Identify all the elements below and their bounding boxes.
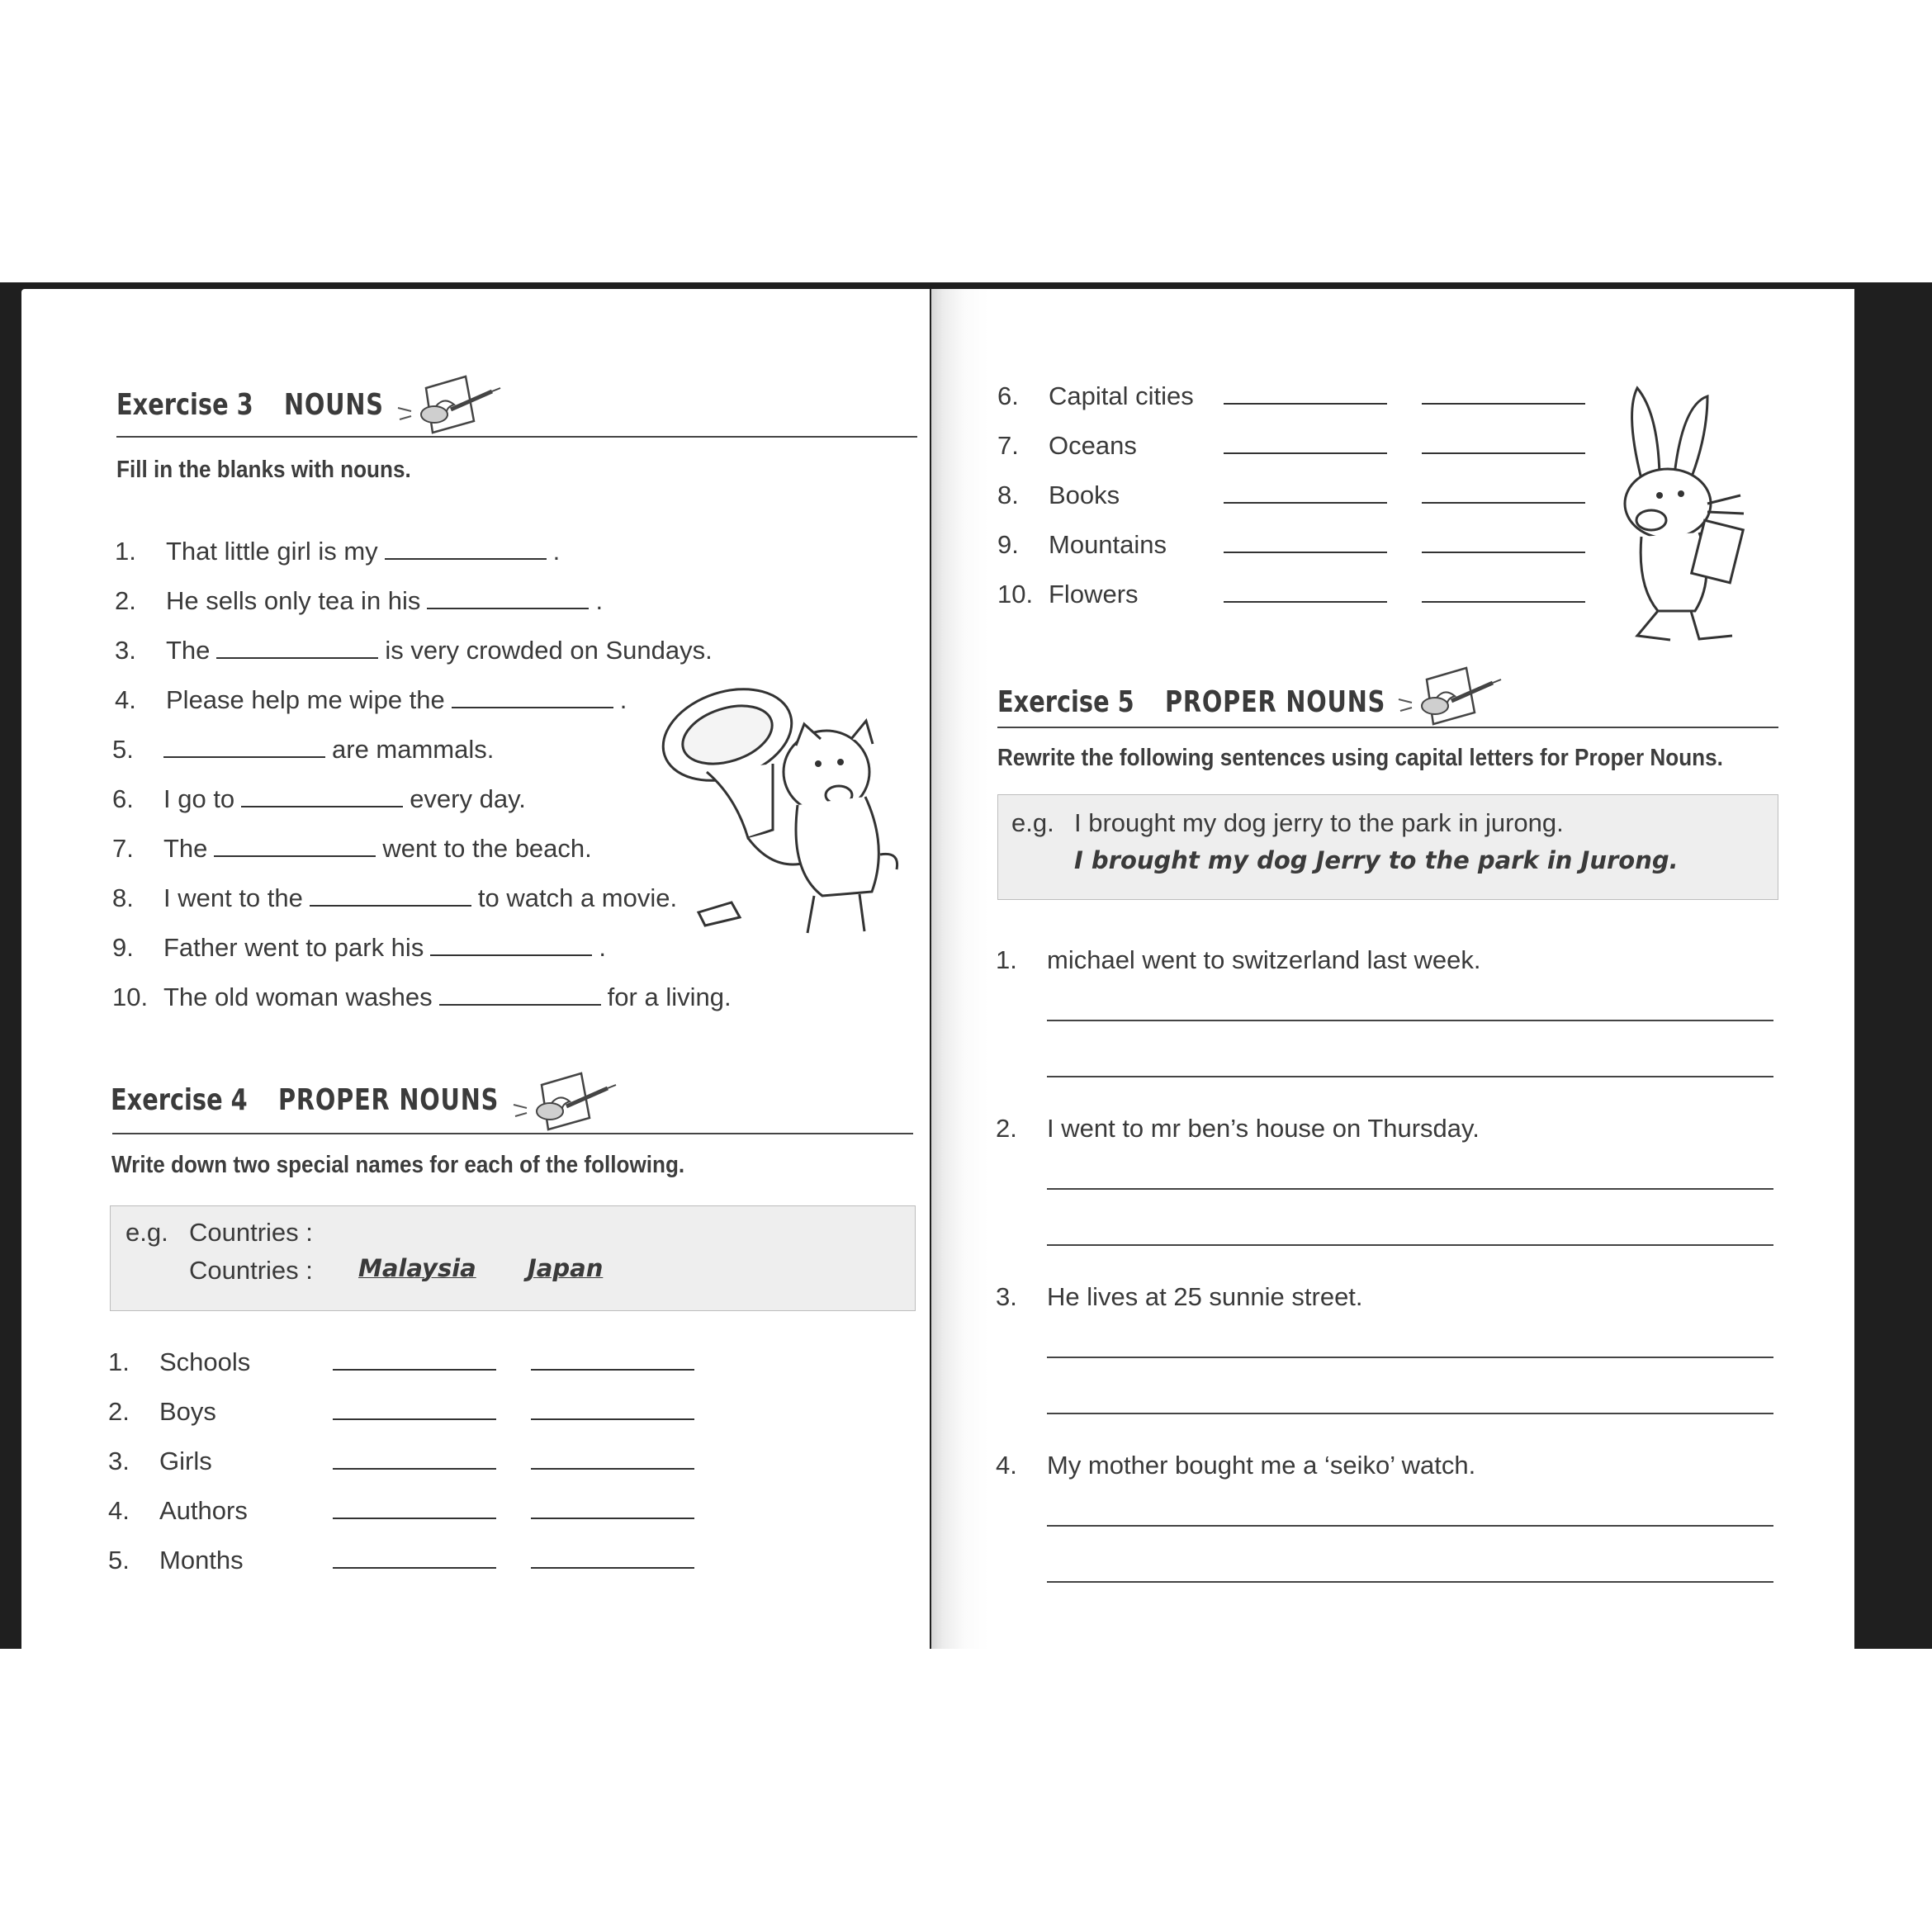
list-item [112,784,526,814]
item-number: 6. [112,784,134,813]
item-text: The [166,636,211,665]
item-number: 4. [108,1496,130,1525]
item-number: 3. [115,636,136,665]
item-number: 1. [108,1347,130,1376]
item-text: . [599,933,606,962]
answer-blank[interactable] [1224,502,1387,504]
item-number: 9. [112,933,134,962]
item-text: He sells only tea in his [166,586,421,615]
answer-blank[interactable] [1422,552,1585,553]
list-item [112,933,606,963]
list-item [997,481,1620,510]
item-number: 5. [112,735,134,764]
item-number: 7. [997,431,1019,460]
item-number: 1. [996,945,1017,974]
exercise-4-rule [112,1133,913,1134]
answer-blank[interactable] [1224,452,1387,454]
answer-blank[interactable] [531,1518,694,1519]
answer-blank[interactable] [531,1369,694,1371]
answer-blank[interactable] [452,707,613,708]
right-page [931,289,1854,1649]
list-item [997,530,1620,560]
list-item [997,580,1620,609]
item-text: are mammals. [332,735,495,764]
item-text: Father went to park his [163,933,424,962]
item-number: 7. [112,834,134,863]
item-number: 10. [112,983,149,1011]
answer-blank[interactable] [310,905,471,907]
item-text: . [595,586,604,615]
item-label: Flowers [1049,580,1139,608]
answer-blank[interactable] [333,1468,496,1470]
example-line-2: Countries : [189,1256,313,1285]
item-label: Authors [159,1496,248,1525]
exercise-5-title: PROPER NOUNS [1165,685,1386,719]
list-item [108,1546,729,1575]
answer-line[interactable] [1047,1357,1773,1358]
answer-blank[interactable] [241,806,403,807]
exercise-5-label: Exercise 5 [997,685,1134,719]
answer-blank[interactable] [163,756,325,758]
list-item [112,735,494,765]
item-text: That little girl is my [166,537,378,566]
item-text: He lives at 25 sunnie street. [1047,1282,1363,1311]
list-item [112,883,677,913]
list-item [996,945,1481,975]
item-number: 3. [108,1447,130,1475]
answer-blank[interactable] [427,608,589,609]
answer-blank[interactable] [1224,601,1387,603]
exercise-4-example-box [110,1205,916,1311]
exercise-4-heading [111,1083,554,1117]
rabbit-book-icon [1592,380,1782,652]
item-text: I went to the [163,883,303,912]
exercise-5-example-box [997,794,1778,900]
example-answer-1: Malaysia [358,1254,476,1282]
item-label: Capital cities [1049,381,1194,410]
example-prefix: e.g. [1011,808,1054,837]
item-text: . [619,685,627,714]
item-text: went to the beach. [382,834,592,863]
list-item [112,983,732,1012]
list-item [996,1282,1363,1312]
exercise-3-rule [116,436,917,438]
answer-line[interactable] [1047,1188,1773,1190]
item-number: 2. [108,1397,130,1426]
item-number: 2. [115,586,136,615]
item-number: 6. [997,381,1019,410]
example-answer-2: Japan [528,1254,604,1282]
list-item [108,1347,729,1377]
list-item [115,685,627,715]
item-text: I go to [163,784,235,813]
item-text: is very crowded on Sundays. [385,636,713,665]
exercise-5-instruction: Rewrite the following sentences using capital letters for Proper Nouns. [997,745,1723,771]
item-number: 1. [115,537,136,566]
exercise-3-title: NOUNS [284,388,384,422]
exercise-5-heading [997,685,1441,719]
answer-blank[interactable] [1422,452,1585,454]
answer-blank[interactable] [1422,601,1585,603]
item-label: Oceans [1049,431,1137,460]
pig-tuba-icon [649,673,930,945]
list-item [108,1496,729,1526]
answer-line[interactable] [1047,1020,1773,1021]
answer-line[interactable] [1047,1525,1773,1527]
list-item [996,1114,1480,1144]
example-sentence: I brought my dog jerry to the park in jurong. [1074,808,1564,837]
item-label: Schools [159,1347,251,1376]
example-answer: I brought my dog Jerry to the park in Jurong. [1074,846,1679,874]
exercise-4-instruction: Write down two special names for each of the following. [111,1152,685,1178]
answer-blank[interactable] [430,954,592,956]
item-number: 5. [108,1546,130,1574]
item-text: . [552,537,561,566]
left-page [21,289,930,1649]
item-text: michael went to switzerland last week. [1047,945,1481,974]
answer-blank[interactable] [216,657,378,659]
exercise-4-label: Exercise 4 [111,1083,248,1117]
answer-blank[interactable] [1224,403,1387,405]
exercise-5-rule [997,727,1778,728]
item-text: My mother bought me a ‘seiko’ watch. [1047,1451,1476,1480]
exercise-3-instruction: Fill in the blanks with nouns. [116,457,411,483]
item-text: for a living. [607,983,732,1011]
list-item [997,431,1620,461]
answer-blank[interactable] [333,1418,496,1420]
item-number: 2. [996,1114,1017,1143]
answer-blank[interactable] [1422,502,1585,504]
answer-blank[interactable] [385,558,547,560]
item-label: Girls [159,1447,212,1475]
answer-line[interactable] [1047,1076,1773,1077]
scanned-spread [0,282,1932,1649]
item-text: Please help me wipe the [166,685,445,714]
item-label: Mountains [1049,530,1167,559]
item-text: every day. [410,784,526,813]
example-line-1: Countries : [189,1218,313,1247]
item-label: Months [159,1546,244,1574]
item-number: 8. [997,481,1019,509]
list-item [115,586,603,616]
item-label: Boys [159,1397,216,1426]
list-item [996,1451,1475,1480]
item-number: 4. [996,1451,1017,1480]
list-item [115,636,713,665]
answer-blank[interactable] [1422,403,1585,405]
answer-blank[interactable] [1224,552,1387,553]
item-text: to watch a movie. [477,883,678,912]
answer-blank[interactable] [531,1468,694,1470]
item-number: 9. [997,530,1019,559]
answer-blank[interactable] [531,1567,694,1569]
exercise-4-title: PROPER NOUNS [278,1083,500,1117]
list-item [108,1397,729,1427]
item-text: I went to mr ben’s house on Thursday. [1047,1114,1480,1143]
example-prefix: e.g. [125,1218,168,1247]
item-number: 3. [996,1282,1017,1311]
answer-line[interactable] [1047,1413,1773,1414]
item-number: 4. [115,685,136,714]
item-text: The [163,834,208,863]
answer-line[interactable] [1047,1581,1773,1583]
answer-blank[interactable] [439,1004,601,1006]
answer-line[interactable] [1047,1244,1773,1246]
answer-blank[interactable] [333,1518,496,1519]
item-number: 10. [997,580,1034,608]
answer-blank[interactable] [214,855,376,857]
answer-blank[interactable] [333,1369,496,1371]
item-text: The old woman washes [163,983,433,1011]
item-label: Books [1049,481,1120,509]
exercise-3-label: Exercise 3 [116,388,253,422]
list-item [112,834,592,864]
answer-blank[interactable] [333,1567,496,1569]
list-item [997,381,1620,411]
answer-blank[interactable] [531,1418,694,1420]
list-item [115,537,560,566]
list-item [108,1447,729,1476]
item-number: 8. [112,883,134,912]
exercise-3-heading [116,388,409,422]
